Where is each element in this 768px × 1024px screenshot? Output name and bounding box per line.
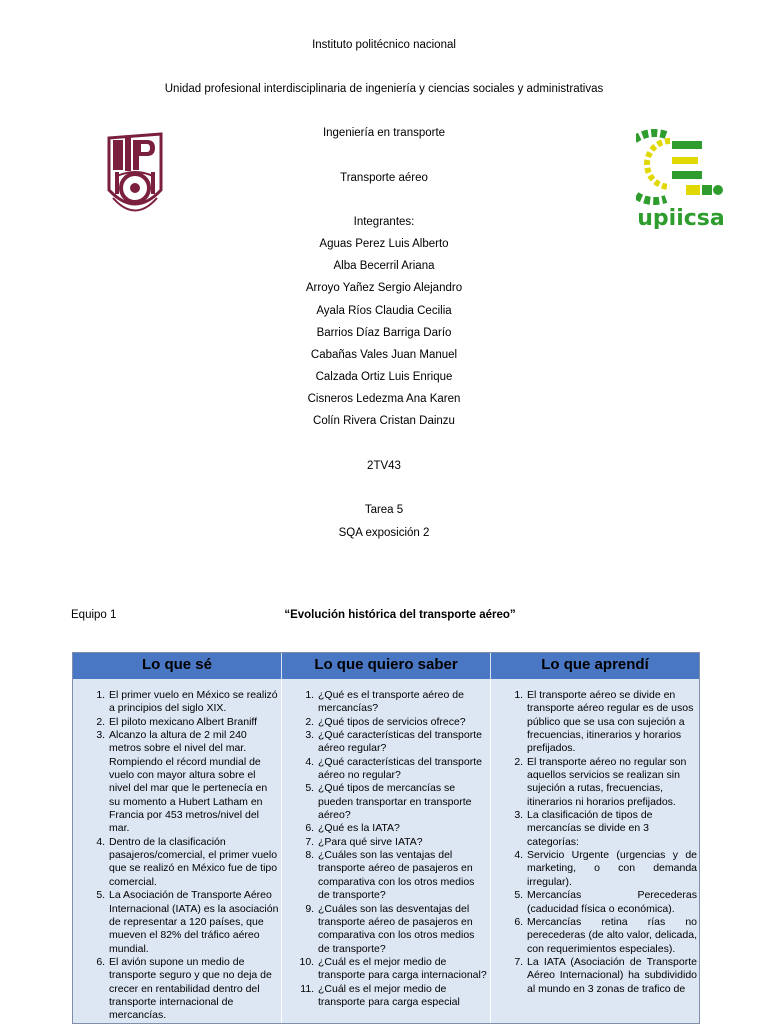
list-item: 8. ¿Cuáles son las ventajas del transporte aéreo de pasajeros en comparativa con los otros medios de transporte? bbox=[317, 849, 488, 902]
header-what-i-want-to-know: Lo que quiero saber bbox=[282, 653, 491, 679]
list-item: 3. Alcanzo la altura de 2 mil 240 metros sobre el nivel del mar. Rompiendo el récord mundial de vuelo con mayor altura sobre el nivel del mar que le pertenecía en su momento a Hubert Latham en Francia por 453 metros/nivel del mar. bbox=[108, 729, 279, 836]
list-item: 5. ¿Qué tipos de mercancías se pueden transportar en transporte aéreo? bbox=[317, 782, 488, 822]
upiicsa-logo-text: upiicsa bbox=[637, 206, 725, 229]
column-what-i-want-to-know bbox=[282, 679, 491, 1024]
members-label: Integrantes: bbox=[353, 216, 415, 228]
list-item: 1. El transporte aéreo se divide en transporte aéreo regular es de usos público que se usa con sujeción a frecuencias, itinerarios y horarios prefijados. bbox=[526, 689, 697, 756]
learned-list bbox=[491, 689, 699, 996]
sqa-table bbox=[72, 652, 700, 1024]
known-list bbox=[73, 689, 281, 1023]
unit-name: Unidad profesional interdisciplinaria de ingeniería y ciencias sociales y administrativas bbox=[164, 83, 604, 95]
list-item: 1. ¿Qué es el transporte aéreo de mercancías? bbox=[317, 689, 488, 716]
list-item: 2. El transporte aéreo no regular son aquellos servicios se realizan sin sujeción a rutas, frecuencias, itinerarios ni horarios prefijados. bbox=[526, 756, 697, 809]
ipn-logo-icon bbox=[103, 128, 167, 222]
member-name: Arroyo Yañez Sergio Alejandro bbox=[305, 282, 463, 294]
list-item: 2. ¿Qué tipos de servicios ofrece? bbox=[317, 716, 488, 729]
list-item: 6. Mercancías retina rías no perecederas (de alto valor, delicada, con requerimientos especiales). bbox=[526, 916, 697, 956]
list-item: 2. El piloto mexicano Albert Braniff bbox=[108, 716, 279, 729]
list-item: 10. ¿Cuál es el mejor medio de transporte para carga internacional? bbox=[317, 956, 488, 983]
member-name: Calzada Ortiz Luis Enrique bbox=[315, 371, 453, 383]
team-label: Equipo 1 bbox=[71, 609, 117, 621]
member-name: Aguas Perez Luis Alberto bbox=[319, 238, 449, 250]
sqa-table-header bbox=[73, 653, 699, 679]
column-what-i-learned bbox=[491, 679, 699, 1024]
member-name: Alba Becerril Ariana bbox=[333, 260, 435, 272]
career-name: Ingeniería en transporte bbox=[322, 127, 446, 139]
institution-name: Instituto politécnico nacional bbox=[312, 39, 456, 51]
list-item: 5. La Asociación de Transporte Aéreo Internacional (IATA) es la asociación de representar a 120 países, que mueven el 82% del tráfico aéreo mundial. bbox=[108, 889, 279, 956]
questions-list bbox=[282, 689, 490, 1009]
list-item: 3. La clasificación de tipos de mercancías se divide en 3 categorías: bbox=[526, 809, 697, 849]
task-label: Tarea 5 bbox=[364, 504, 404, 516]
header-what-i-know: Lo que sé bbox=[73, 653, 282, 679]
member-name: Cisneros Ledezma Ana Karen bbox=[307, 393, 461, 405]
column-what-i-know bbox=[73, 679, 282, 1024]
list-item: 4. Servicio Urgente (urgencias y de marketing, o con demanda irregular). bbox=[526, 849, 697, 889]
upiicsa-logo-icon bbox=[636, 127, 726, 229]
list-item: 11. ¿Cuál es el mejor medio de transporte para carga especial bbox=[317, 983, 488, 1010]
list-item: 5. Mercancías Perecederas (caducidad física o económica). bbox=[526, 889, 697, 916]
list-item: 6. El avión supone un medio de transporte seguro y que no deja de crecer en rentabilidad dentro del transporte internacional de mercancías. bbox=[108, 956, 279, 1023]
sqa-table-body bbox=[73, 679, 699, 1024]
member-name: Barrios Díaz Barriga Darío bbox=[316, 327, 452, 339]
group-code: 2TV43 bbox=[367, 460, 401, 472]
list-item: 1. El primer vuelo en México se realizó a principios del siglo XIX. bbox=[108, 689, 279, 716]
list-item: 4. ¿Qué características del transporte aéreo no regular? bbox=[317, 756, 488, 783]
list-item: 3. ¿Qué características del transporte aéreo regular? bbox=[317, 729, 488, 756]
member-name: Cabañas Vales Juan Manuel bbox=[310, 349, 458, 361]
list-item: 6. ¿Qué es la IATA? bbox=[317, 822, 488, 835]
member-name: Colín Rivera Cristan Dainzu bbox=[313, 415, 455, 427]
list-item: 9. ¿Cuáles son las desventajas del transporte aéreo de pasajeros en comparativa con los otros medios de transporte? bbox=[317, 903, 488, 956]
list-item: 7. La IATA (Asociación de Transporte Aéreo Internacional) ha subdividido al mundo en 3 zonas de trafico de bbox=[526, 956, 697, 996]
list-item: 7. ¿Para qué sirve IATA? bbox=[317, 836, 488, 849]
activity-label: SQA exposición 2 bbox=[338, 527, 430, 539]
subject-name: Transporte aéreo bbox=[340, 172, 428, 184]
header-what-i-learned: Lo que aprendí bbox=[541, 656, 649, 673]
member-name: Ayala Ríos Claudia Cecilia bbox=[316, 305, 452, 317]
section-title: “Evolución histórica del transporte aéreo” bbox=[284, 609, 516, 621]
list-item: 4. Dentro de la clasificación pasajeros/comercial, el primer vuelo que se realizó en México fue de tipo comercial. bbox=[108, 836, 279, 889]
